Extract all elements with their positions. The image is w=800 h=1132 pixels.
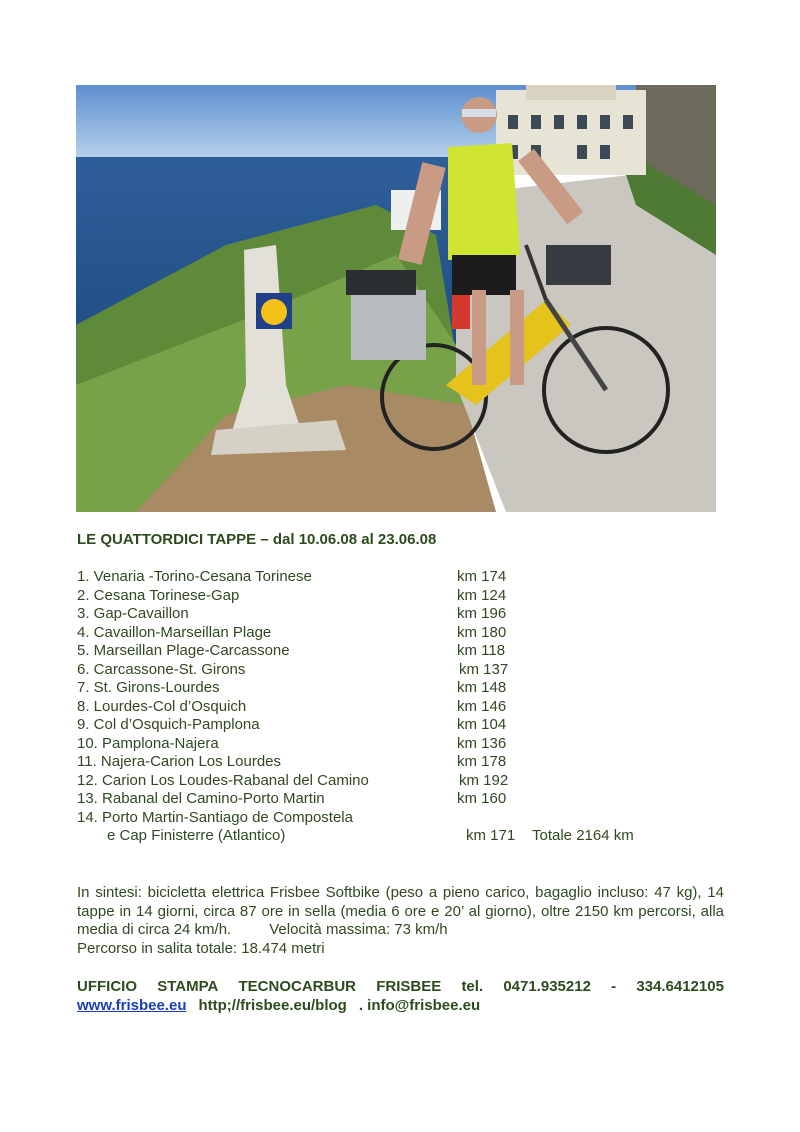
cyclist-photo-icon (76, 85, 716, 512)
stage-name: 8. Lourdes-Col d’Osquich (77, 697, 247, 715)
stage-name: 11. Najera-Carion Los Lourdes (77, 753, 282, 770)
office-word: tel. (461, 978, 484, 995)
office-word: TECNOCARBUR (238, 978, 357, 995)
stage-km: km 124 (457, 586, 507, 604)
email-address: . info@frisbee.eu (358, 997, 481, 1014)
stage-name: 7. St. Girons-Lourdes (77, 679, 220, 696)
list-item (77, 772, 737, 791)
stage-name: 2. Cesana Torinese-Gap (77, 586, 240, 604)
list-item (77, 642, 737, 661)
stage-km: km 160 (457, 790, 507, 807)
list-item (77, 679, 737, 698)
stages-list (77, 568, 737, 846)
list-item (77, 605, 737, 624)
max-velocity: Velocità massima: 73 km/h (269, 921, 448, 938)
stage-km: km 104 (457, 716, 507, 733)
stage-name: 9. Col d’Osquich-Pamplona (77, 716, 260, 733)
press-office-line (77, 977, 724, 996)
stage-km: km 171 (466, 827, 516, 844)
total-km: Totale 2164 km (532, 827, 634, 844)
mobile-number: 334.6412105 (636, 978, 724, 995)
list-item (77, 587, 737, 606)
list-item (77, 624, 737, 643)
phone-number: 0471.935212 (503, 978, 591, 995)
stages-heading: LE QUATTORDICI TAPPE – dal 10.06.08 al 23.06.08 (77, 531, 437, 548)
separator: - (611, 978, 617, 995)
stage-km: km 180 (457, 623, 507, 641)
list-item (77, 790, 737, 809)
stage-km: km 196 (457, 605, 507, 622)
office-word: STAMPA (157, 978, 219, 995)
list-item (77, 661, 737, 680)
press-office (77, 977, 724, 1015)
office-word: UFFICIO (77, 978, 137, 995)
stage-name: 4. Cavaillon-Marseillan Plage (77, 623, 272, 641)
stage-km: km 118 (457, 642, 506, 659)
stage-km: km 137 (459, 660, 509, 678)
cyclist-photo (76, 85, 716, 512)
list-item (77, 809, 737, 828)
summary-text: In sintesi: bicicletta elettrica Frisbee Softbike (peso a pieno carico, bagaglio incluso: 47 kg), 14 tappe in 14 giorni, circa 87 ore in sella (media 6 ore e 20’ al giorno), oltre 2150 km percorsi, alla media di circa 24 km/h. (77, 884, 724, 938)
stage-name: 5. Marseillan Plage-Carcassone (77, 642, 290, 659)
website-link[interactable]: www.frisbee.eu (77, 997, 187, 1014)
stage-km: km 146 (457, 697, 507, 715)
stage-km: km 192 (459, 771, 509, 789)
stage-name: 13. Rabanal del Camino-Porto Martin (77, 790, 325, 807)
stage-name: 12. Carion Los Loudes-Rabanal del Camino (77, 771, 369, 789)
stage-name: e Cap Finisterre (Atlantico) (107, 827, 286, 844)
contact-line (77, 996, 724, 1015)
stage-name: 6. Carcassone-St. Girons (77, 660, 246, 678)
list-item (77, 753, 737, 772)
stage-name: 14. Porto Martin-Santiago de Compostela (77, 808, 353, 826)
stage-km: km 148 (457, 679, 507, 696)
stage-km: km 136 (457, 734, 507, 752)
stage-km: km 174 (457, 568, 507, 585)
stage-km: km 178 (457, 753, 507, 770)
list-item (77, 735, 737, 754)
blog-url: http;//frisbee.eu/blog (198, 997, 347, 1014)
list-item (77, 568, 737, 587)
list-item (77, 716, 737, 735)
stage-name: 10. Pamplona-Najera (77, 734, 219, 752)
summary (77, 884, 724, 958)
stage-name: 3. Gap-Cavaillon (77, 605, 189, 622)
climb-total: Percorso in salita totale: 18.474 metri (77, 939, 325, 957)
stage-name: 1. Venaria -Torino-Cesana Torinese (77, 568, 312, 585)
list-item (77, 827, 737, 846)
list-item (77, 698, 737, 717)
office-word: FRISBEE (376, 978, 442, 995)
